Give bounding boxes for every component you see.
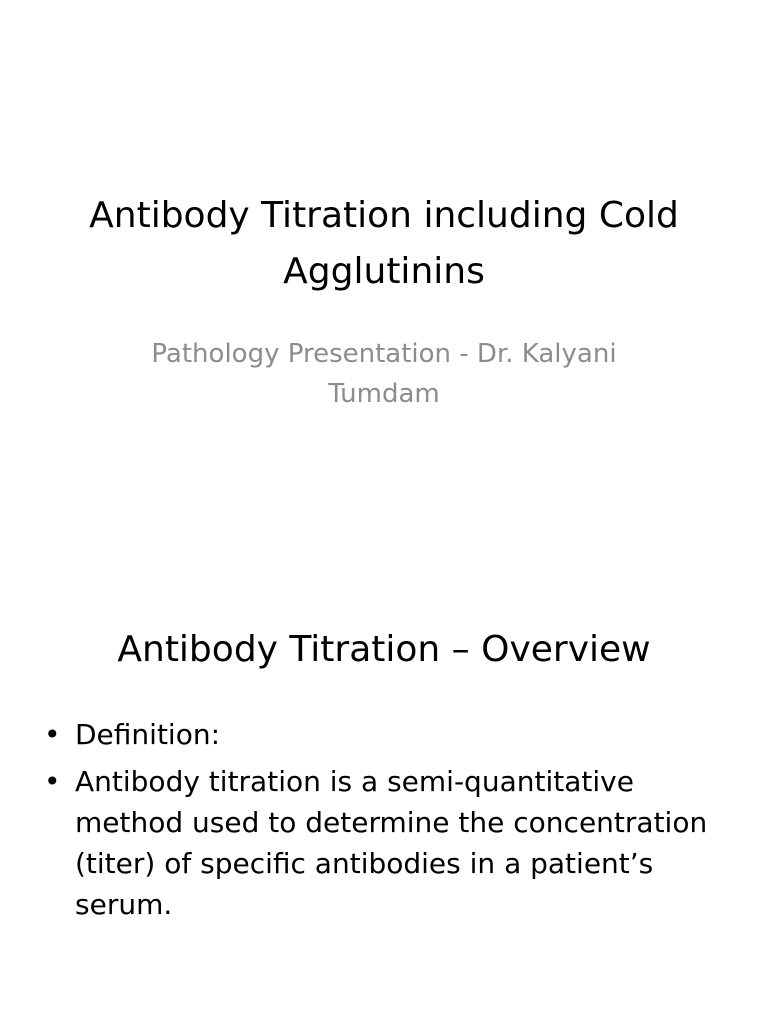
slide-subtitle: Pathology Presentation - Dr. Kalyani Tumdam: [151, 339, 617, 409]
bullet-text: Antibody titration is a semi-quantitative method used to determine the concentration (titer) of specific antibodies in a patient’s serum.: [75, 765, 708, 921]
slide-title: Antibody Titration – Overview: [117, 629, 651, 670]
overview-slide: [0, 576, 768, 1024]
bullet-list: [40, 714, 720, 931]
bullet-item-description: [40, 761, 720, 925]
bullet-icon: •: [44, 718, 61, 751]
bullet-text: Definition:: [75, 718, 221, 751]
slide-title: Antibody Titration including Cold Agglutinins: [89, 195, 679, 292]
bullet-item-definition: [40, 714, 720, 755]
bullet-icon: •: [44, 765, 61, 798]
